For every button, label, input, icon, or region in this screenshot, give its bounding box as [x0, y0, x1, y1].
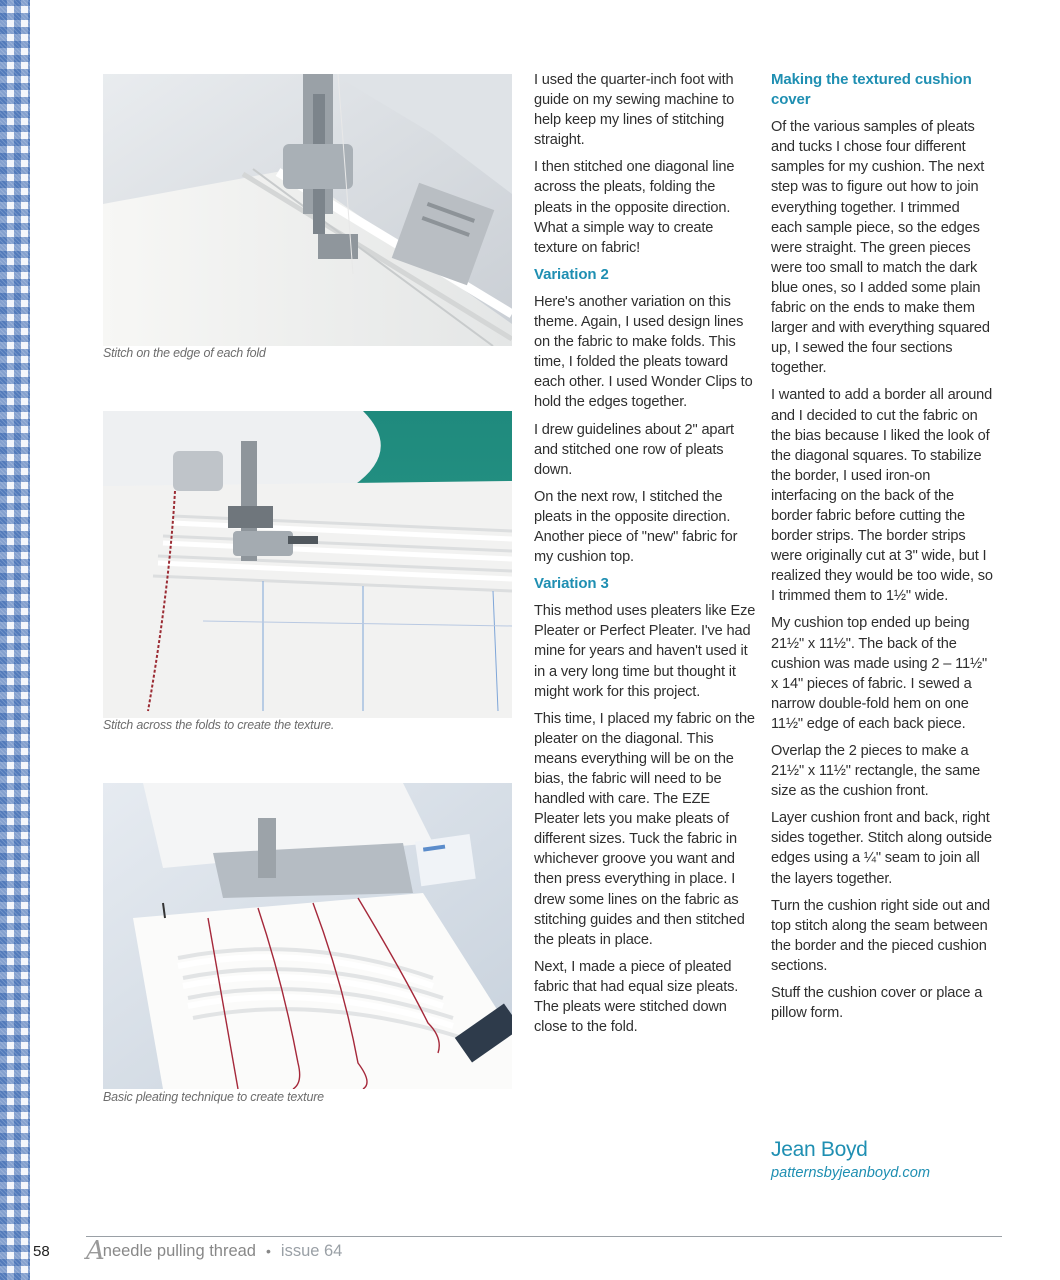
section-heading: Making the textured cushion cover — [771, 71, 972, 109]
body-paragraph: Here's another variation on this theme. Again, I used design lines on the fabric to make folds. This time, I folded the pleats toward each other. I used Wonder Clips to hold the edges together. — [534, 293, 753, 411]
body-paragraph: This method uses pleaters like Eze Pleater or Perfect Pleater. I've had mine for years and haven't used it in a very long time but thought it might work for this project. — [534, 603, 756, 700]
footer-brand — [86, 1236, 342, 1266]
body-paragraph: This time, I placed my fabric on the pleater on the diagonal. This means everything will be on the bias, the fabric will need to be handled with care. The EZE Pleater lets you make pleats of different sizes. Tuck the fabric in whichever groove you want and then press everything in place. I drew some lines on the fabric as stitching guides and then stitched the pleats in place. — [534, 710, 755, 948]
photo-stitch-edge-of-fold — [103, 74, 512, 346]
footer-separator: • — [266, 1243, 271, 1259]
photo-caption: Basic pleating technique to create texture — [103, 1090, 324, 1104]
photo-basic-pleating — [103, 783, 512, 1089]
section-heading: Variation 2 — [534, 265, 609, 283]
author-block — [771, 1138, 930, 1183]
author-name: Jean Boyd — [771, 1138, 868, 1161]
article-column-1 — [534, 70, 756, 1044]
body-paragraph: Stuff the cushion cover or place a pillow form. — [771, 985, 983, 1022]
body-paragraph: Of the various samples of pleats and tucks I chose four different samples for my cushion. The next step was to figure out how to join everything together. I trimmed each sample piece, so the edges were straight. The green pieces were too small to match the dark blue ones, so I added some plain fabric on the ends to make them larger and with everything squared up, I sewed the four sections together. — [771, 119, 990, 377]
brand-name: needle pulling thread — [102, 1241, 256, 1260]
body-paragraph: I drew guidelines about 2" apart and stitched one row of pleats down. — [534, 421, 734, 478]
photo-caption: Stitch on the edge of each fold — [103, 346, 266, 360]
body-paragraph: Layer cushion front and back, right sides together. Stitch along outside edges using a ¼" seam to join all the layers together. — [771, 810, 992, 887]
author-website-link[interactable]: patternsbyjeanboyd.com — [771, 1165, 931, 1181]
body-paragraph: My cushion top ended up being 21½" x 11½". The back of the cushion was made using 2 – 11½" x 14" pieces of fabric. I sewed a narrow double-fold hem on one 11½" edge of each back piece. — [771, 615, 988, 732]
issue-number: issue 64 — [280, 1241, 343, 1260]
body-paragraph: I then stitched one diagonal line across the pleats, folding the pleats in the opposite direction. What a simple way to create texture on fabric! — [534, 159, 735, 256]
gingham-border — [0, 0, 30, 1280]
page-number: 58 — [33, 1243, 50, 1260]
article-column-2 — [771, 70, 993, 1030]
photo-stitch-across-folds — [103, 411, 512, 718]
body-paragraph: On the next row, I stitched the pleats in the opposite direction. Another piece of "new" fabric for my cushion top. — [534, 488, 738, 566]
body-paragraph: I used the quarter-inch foot with guide on my sewing machine to help keep my lines of stitching straight. — [534, 72, 735, 149]
body-paragraph: Next, I made a piece of pleated fabric that had equal size pleats. The pleats were stitched down close to the fold. — [534, 958, 739, 1036]
body-paragraph: I wanted to add a border all around and I decided to cut the fabric on the bias because I liked the look of the diagonal squares. To stabilize the border, I used iron-on interfacing on the back of the border fabric before cutting the border strips. The border strips were originally cut at 3" wide, but I realized they would be too wide, so I trimmed them to 1½" wide. — [771, 387, 993, 605]
brand-logo-initial: A — [86, 1236, 105, 1266]
section-heading: Variation 3 — [534, 575, 609, 593]
body-paragraph: Overlap the 2 pieces to make a 21½" x 11½" rectangle, the same size as the cushion front. — [771, 743, 981, 800]
body-paragraph: Turn the cushion right side out and top stitch along the seam between the border and the pieced cushion sections. — [771, 897, 990, 974]
photo-caption: Stitch across the folds to create the texture. — [103, 718, 335, 732]
